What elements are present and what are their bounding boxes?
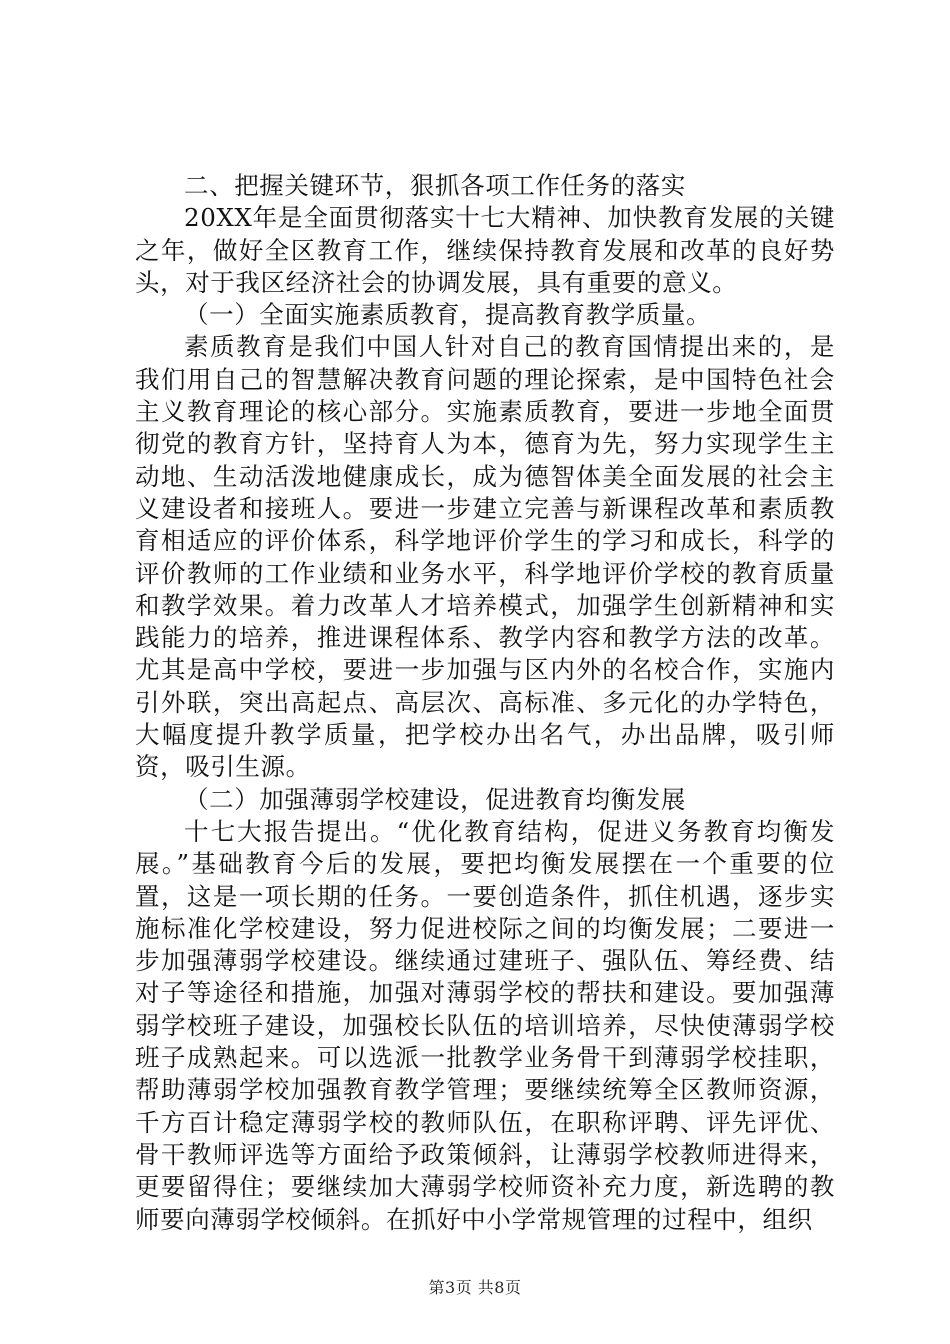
quality-education-paragraph: 素质教育是我们中国人针对自己的教育国情提出来的，是我们用自己的智慧解决教育问题的理论探索，是中国特色社会主义教育理论的核心部分。实施素质教育，要进一步地全面贯彻党的教育方针，坚持育人为本，德育为先，努力实现学生主动地、生动活泼地健康成长，成为德智体美全面发展的社会主义建设者和接班人。要进一步建立完善与新课程改革和素质教育相适应的评价体系，科学地评价学生的学习和成长，科学的评价教师的工作业绩和业务水平，科学地评价学校的教育质量和教学效果。着力改革人才培养模式，加强学生创新精神和实践能力的培养，推进课程体系、教学内容和教学方法的改革。尤其是高中学校，要进一步加强与区内外的名校合作，实施内引外联，突出高起点、高层次、高标准、多元化的办学特色，大幅度提升教学质量，把学校办出名气，办出品牌，吸引师资，吸引生源。: [135, 332, 835, 782]
document-body: [135, 170, 835, 1236]
weak-schools-paragraph: 十七大报告提出。“优化教育结构，促进义务教育均衡发展。”基础教育今后的发展，要把均衡发展摆在一个重要的位置，这是一项长期的任务。一要创造条件，抓住机遇，逐步实施标准化学校建设，努力促进校际之间的均衡发展；二要进一步加强薄弱学校建设。继续通过建班子、强队伍、筹经费、结对子等途径和措施，加强对薄弱学校的帮扶和建设。要加强薄弱学校班子建设，加强校长队伍的培训培养，尽快使薄弱学校班子成熟起来。可以选派一批教学业务骨干到薄弱学校挂职，帮助薄弱学校加强教育教学管理；要继续统筹全区教师资源，千方百计稳定薄弱学校的教师队伍，在职称评聘、评先评优、骨干教师评选等方面给予政策倾斜，让薄弱学校教师进得来，更要留得住；要继续加大薄弱学校师资补充力度，新选聘的教师要向薄弱学校倾斜。在抓好中小学常规管理的过程中，组织: [135, 816, 835, 1234]
intro-paragraph: 20XX年是全面贯彻落实十七大精神、加快教育发展的关键之年，做好全区教育工作，继续保持教育发展和改革的良好势头，对于我区经济社会的协调发展，具有重要的意义。: [135, 203, 835, 297]
section-heading: 二、把握关键环节，狠抓各项工作任务的落实: [184, 171, 686, 200]
subsection-heading-2: （二）加强薄弱学校建设，促进教育均衡发展: [184, 784, 686, 814]
page-number-footer: 第3页 共8页: [428, 1278, 522, 1297]
subsection-heading-1: （一）全面实施素质教育，提高教育教学质量。: [184, 300, 712, 330]
